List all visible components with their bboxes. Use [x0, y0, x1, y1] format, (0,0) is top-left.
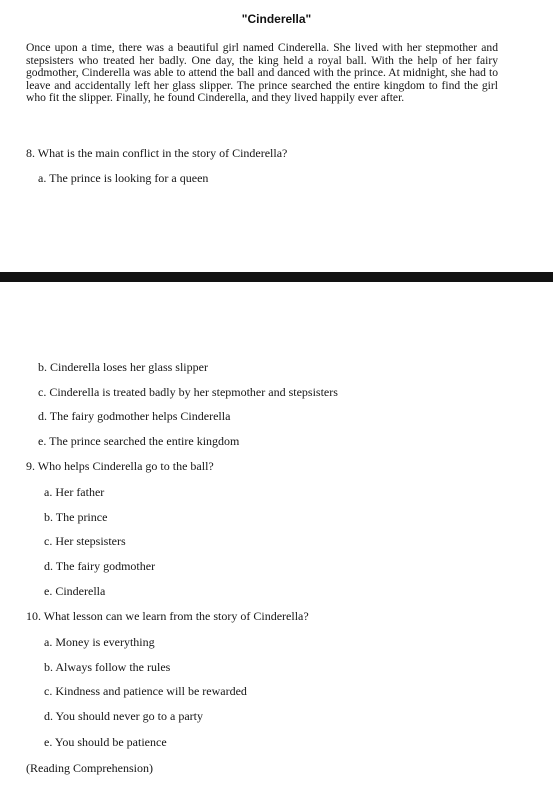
question-8-option-c: c. Cinderella is treated badly by her stepmother and stepsisters — [38, 385, 338, 399]
question-10-option-a: a. Money is everything — [44, 635, 155, 649]
question-8-option-e: e. The prince searched the entire kingdom — [38, 434, 240, 448]
question-8-option-b: b. Cinderella loses her glass slipper — [38, 360, 208, 374]
question-10-stem: 10. What lesson can we learn from the story of Cinderella? — [26, 609, 309, 623]
question-9-option-c: c. Her stepsisters — [44, 534, 126, 548]
question-8-option-d: d. The fairy godmother helps Cinderella — [38, 409, 231, 423]
story-passage: Once upon a time, there was a beautiful girl named Cinderella. She lived with her stepmother and stepsisters who treated her badly. One day, the king held a royal ball. With the help of her fairy godmother, Cinderella was able to attend the ball and danced with the prince. At midnight, she had to leave and accidentally left her glass slipper. The prince searched the entire kingdom to find the girl who fit the slipper. Finally, he found Cinderella, and they lived happily ever after. — [26, 41, 498, 105]
question-9-stem: 9. Who helps Cinderella go to the ball? — [26, 459, 214, 473]
page-divider-bar — [0, 272, 553, 282]
document-title: "Cinderella" — [241, 12, 312, 26]
question-10-option-c: c. Kindness and patience will be rewarded — [44, 684, 247, 698]
question-9-option-b: b. The prince — [44, 510, 108, 524]
reading-comprehension-note: (Reading Comprehension) — [26, 761, 153, 775]
question-9-option-a: a. Her father — [44, 485, 105, 499]
question-10-option-d: d. You should never go to a party — [44, 709, 203, 723]
question-9-option-d: d. The fairy godmother — [44, 559, 156, 573]
question-9-option-e: e. Cinderella — [44, 584, 106, 598]
question-10-option-b: b. Always follow the rules — [44, 660, 171, 674]
question-10-option-e: e. You should be patience — [44, 735, 167, 749]
question-8-stem: 8. What is the main conflict in the story of Cinderella? — [26, 146, 288, 160]
question-8-option-a: a. The prince is looking for a queen — [38, 171, 209, 185]
